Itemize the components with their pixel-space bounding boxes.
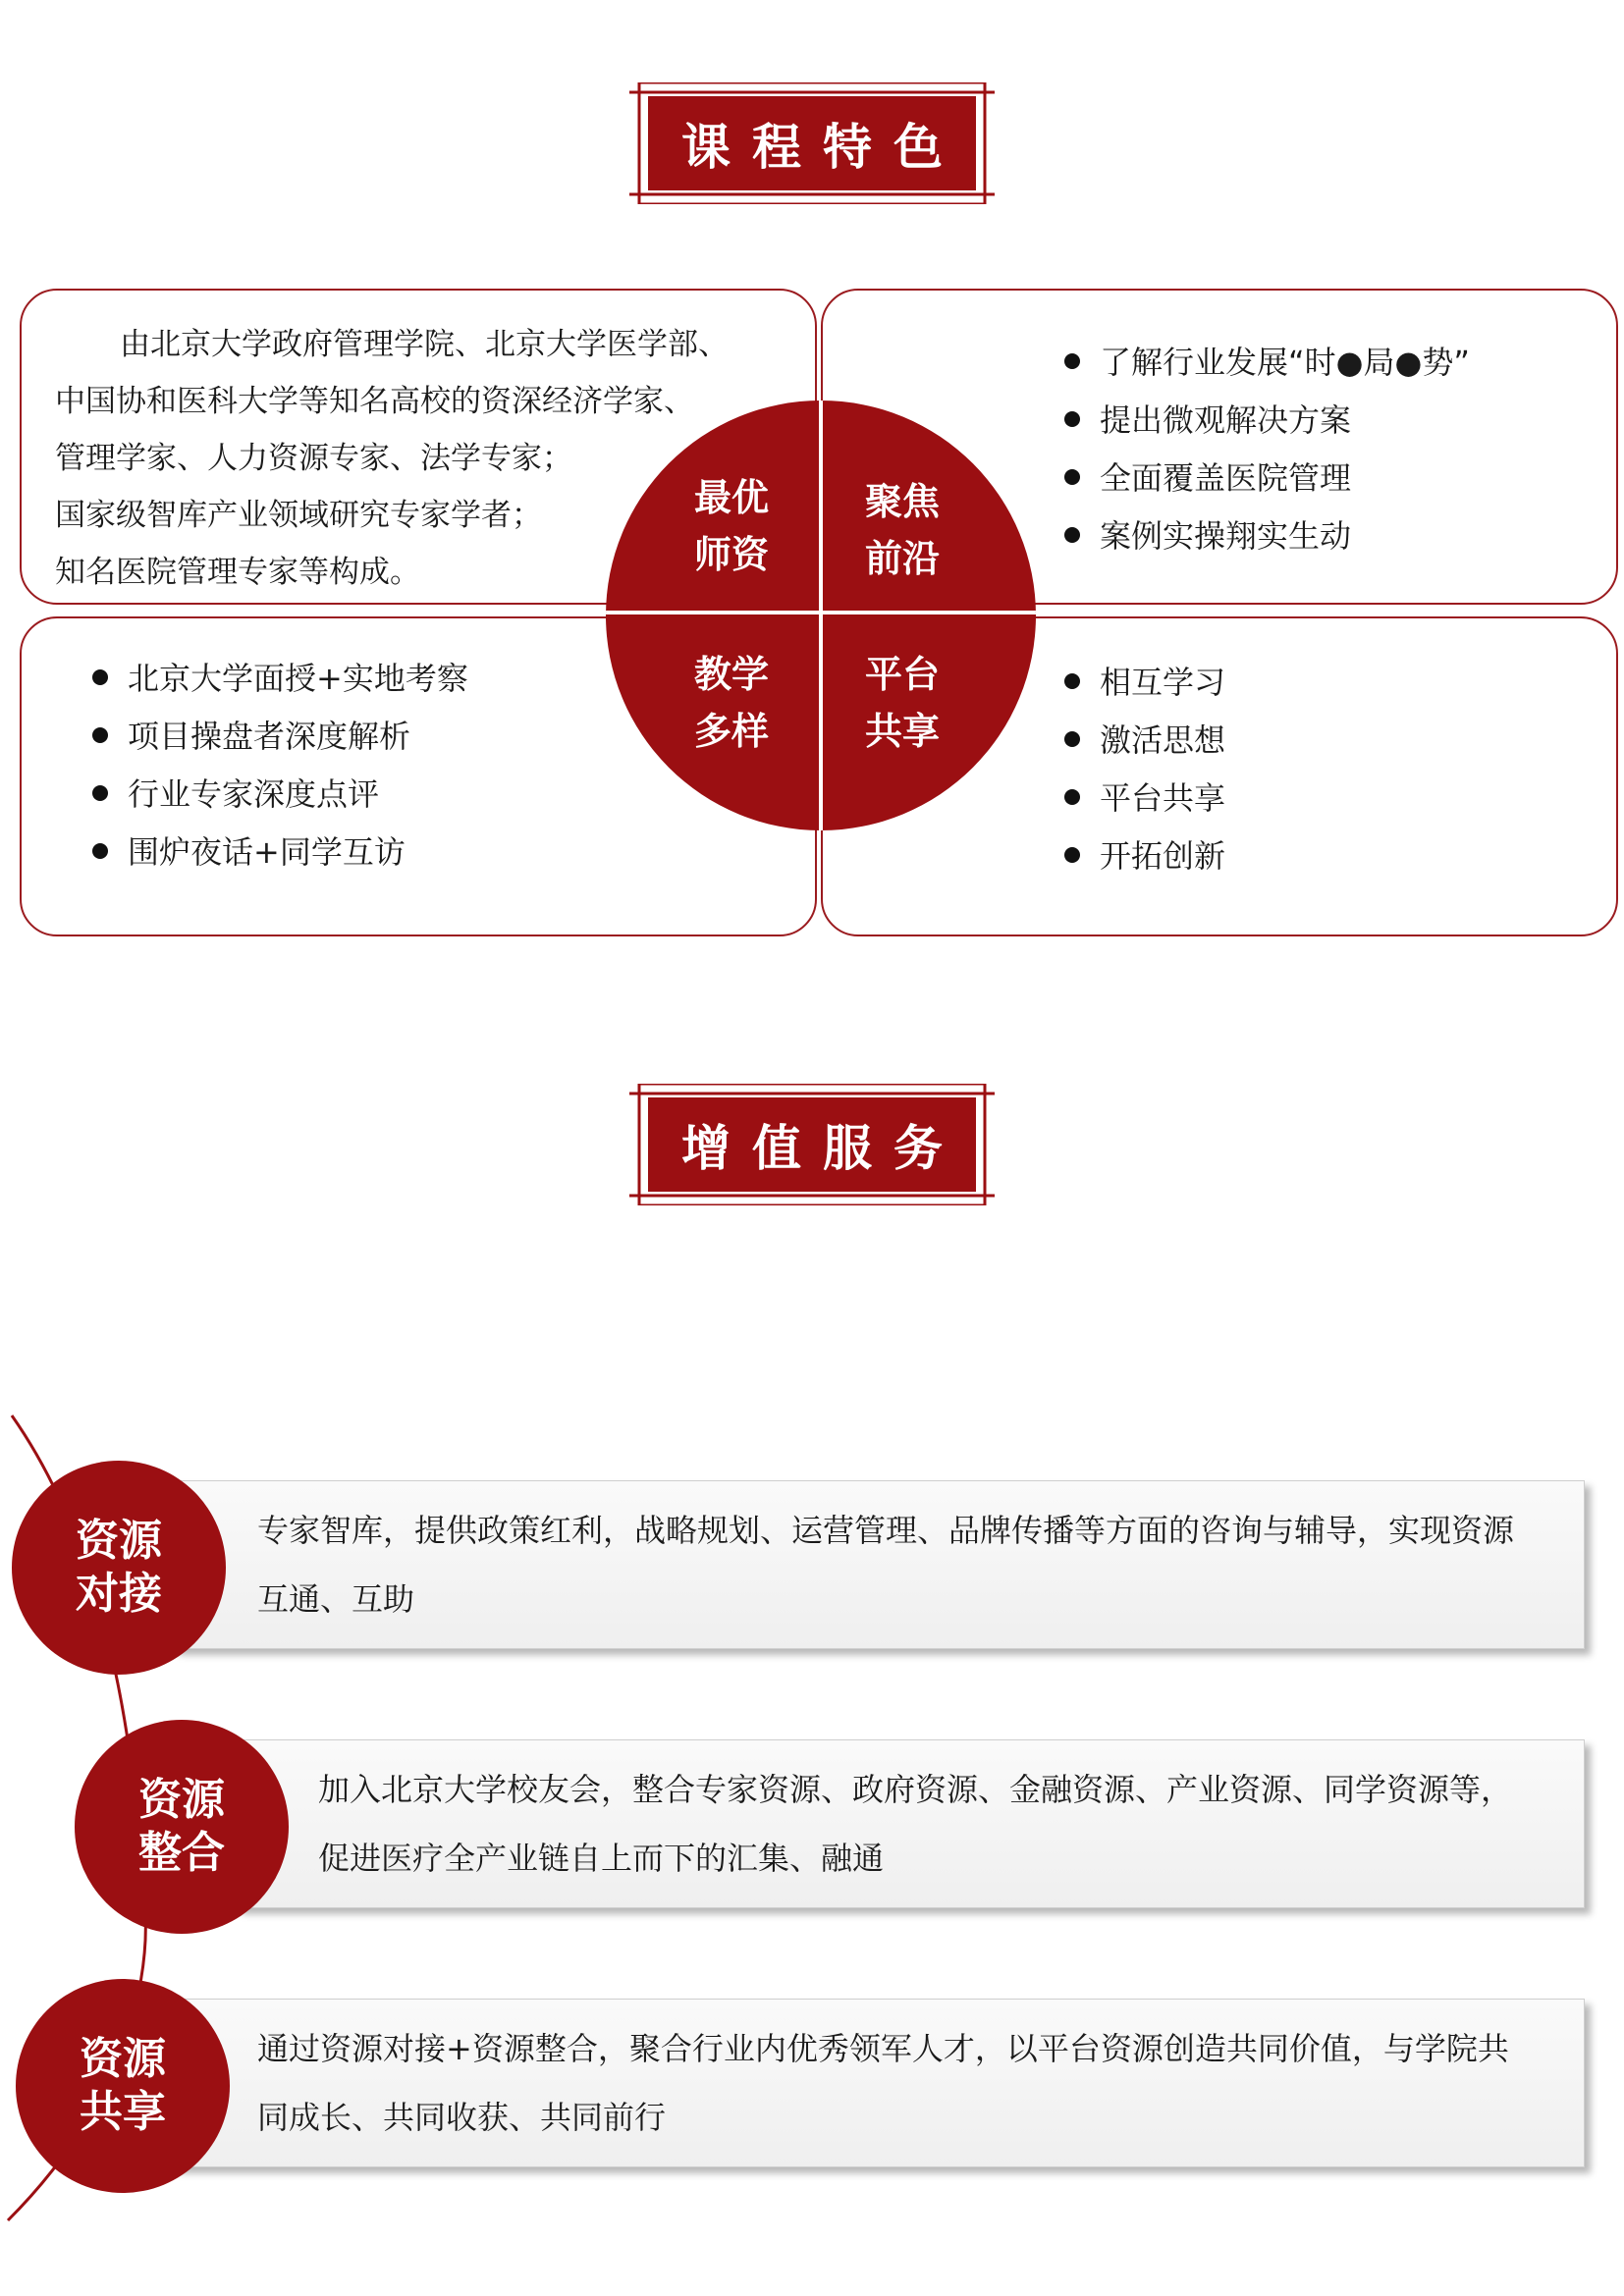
services-title-text: 增值服务 <box>648 1097 976 1192</box>
list-item: 项目操盘者深度解析 <box>92 708 468 766</box>
bullet-icon <box>92 727 108 743</box>
list-item: 相互学习 <box>1064 654 1225 712</box>
service-text-integration: 加入北京大学校友会，整合专家资源、政府资源、金融资源、产业资源、同学资源等， 促进医疗全产业链自上而下的汇集、融通 <box>318 1771 1513 1877</box>
bullet-icon <box>1064 789 1080 805</box>
service-circle-integration: 资源 整合 <box>75 1720 289 1934</box>
list-item: 案例实操翔实生动 <box>1064 507 1470 565</box>
bullet-icon <box>92 785 108 801</box>
list-item: 提出微观解决方案 <box>1064 392 1470 450</box>
label-top-left: 最优 师资 <box>693 476 769 576</box>
service-circle-sharing: 资源 共享 <box>16 1979 230 2193</box>
service-text-sharing: 通过资源对接+资源整合，聚合行业内优秀领军人才，以平台资源创造共同价值，与学院共 同成长、共同收获、共同前行 <box>257 2030 1509 2136</box>
faculty-line: 知名医院管理专家等构成。 <box>55 555 420 590</box>
list-item: 平台共享 <box>1064 770 1225 828</box>
list-item: 了解行业发展“时●局●势” <box>1064 334 1470 392</box>
section-title-features <box>629 82 995 204</box>
service-text-docking: 专家智库，提供政策红利，战略规划、运营管理、品牌传播等方面的咨询与辅导，实现资源 互通、互助 <box>257 1512 1515 1618</box>
bullet-icon <box>1064 673 1080 689</box>
bullet-icon <box>1064 731 1080 747</box>
faculty-line: 中国协和医科大学等知名高校的资深经济学家、 <box>55 384 694 419</box>
teaching-bullet-list <box>92 650 468 881</box>
label-bottom-left: 教学 多样 <box>693 653 769 753</box>
bullet-icon <box>92 843 108 859</box>
label-top-right: 聚焦 前沿 <box>864 480 940 580</box>
features-center-circle <box>606 400 1036 830</box>
bullet-icon <box>92 669 108 685</box>
features-title-text: 课程特色 <box>648 96 976 190</box>
list-item: 开拓创新 <box>1064 828 1225 885</box>
faculty-line: 管理学家、人力资源专家、法学专家； <box>55 441 572 476</box>
focus-bullet-list <box>1064 334 1470 565</box>
circle-divider-vertical <box>819 400 823 830</box>
service-circle-docking: 资源 对接 <box>12 1461 226 1675</box>
faculty-line: 国家级智库产业领域研究专家学者； <box>55 498 542 533</box>
list-item: 激活思想 <box>1064 712 1225 770</box>
label-bottom-right: 平台 共享 <box>864 653 940 753</box>
platform-bullet-list <box>1064 654 1225 885</box>
circle-divider-horizontal <box>606 611 1036 614</box>
list-item: 围炉夜话+同学互访 <box>92 824 468 881</box>
list-item: 北京大学面授+实地考察 <box>92 650 468 708</box>
faculty-line: 由北京大学政府管理学院、北京大学医学部、 <box>120 327 729 362</box>
list-item: 全面覆盖医院管理 <box>1064 450 1470 507</box>
list-item: 行业专家深度点评 <box>92 766 468 824</box>
bullet-icon <box>1064 469 1080 485</box>
bullet-icon <box>1064 847 1080 863</box>
bullet-icon <box>1064 353 1080 369</box>
section-title-services <box>629 1084 995 1205</box>
bullet-icon <box>1064 527 1080 543</box>
bullet-icon <box>1064 411 1080 427</box>
